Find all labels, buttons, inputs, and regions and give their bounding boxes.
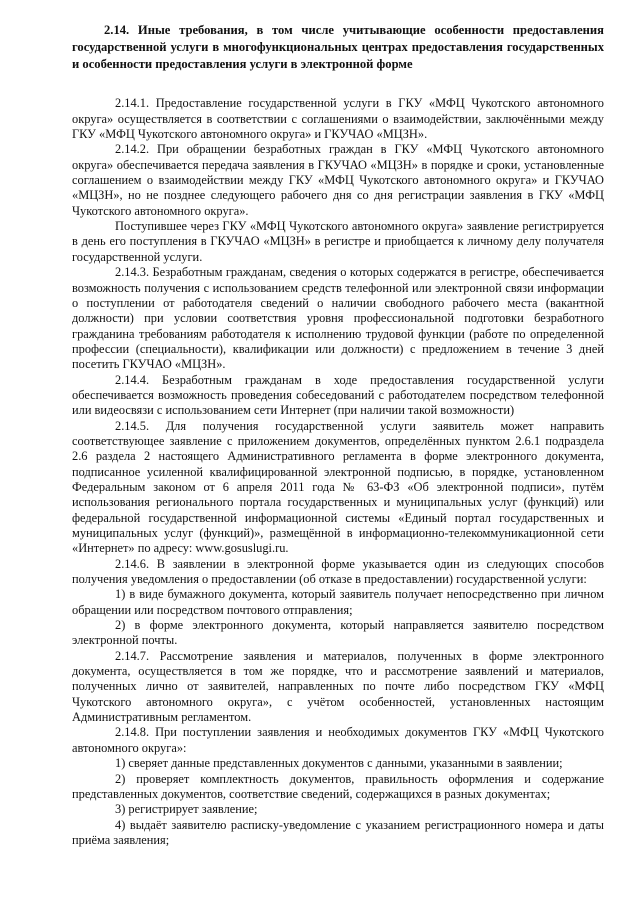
- list-item-register: 3) регистрирует заявление;: [115, 802, 258, 817]
- paragraph-2-14-1: 2.14.1. Предоставление государственной услуги в ГКУ «МФЦ Чукотского автономного округа» осуществляется в соответствии с соглашениями о взаимодействии, заключёнными между ГКУ «МФЦ Чукотского автономного округа» и ГКУЧАО «МЦЗН».: [72, 96, 604, 142]
- list-item-check-completeness: 2) проверяет комплектность документов, правильность оформления и содержание представленных документов, соответствие сведений, содержащихся в разных документах;: [72, 771, 604, 801]
- document-page: [72, 22, 604, 848]
- list-item-issue-receipt: 4) выдаёт заявителю расписку-уведомление с указанием регистрационного номера и даты приёма заявления;: [72, 817, 604, 847]
- paragraph-2-14-2: 2.14.2. При обращении безработных граждан в ГКУ «МФЦ Чукотского автономного округа» обеспечивается передача заявления в ГКУЧАО «МЦЗН» в порядке и сроки, установленные соглашением о взаимодействии между ГКУ «МФЦ Чукотского автономного округа» и ГКУЧАО «МЦЗН», но не позднее следующего рабочего дня со дня регистрации заявления в ГКУ «МФЦ Чукотского автономного округа».: [72, 142, 604, 218]
- list-item-paper-document: 1) в виде бумажного документа, который заявитель получает непосредственно при личном обращении или посредством почтового отправления;: [72, 587, 604, 617]
- section-heading: 2.14. Иные требования, в том числе учитывающие особенности предоставления государственной услуги в многофункциональных центрах предоставления государственных и особенности предоставления услуги в электронной форме: [72, 23, 604, 71]
- paragraph-registration: Поступившее через ГКУ «МФЦ Чукотского автономного округа» заявление регистрируется в день его поступления в ГКУЧАО «МЦЗН» в регистре и приобщается к личному делу получателя государственной услуги.: [72, 219, 604, 264]
- paragraph-2-14-8: 2.14.8. При поступлении заявления и необходимых документов ГКУ «МФЦ Чукотского автономного округа»:: [72, 725, 604, 755]
- list-item-electronic-document: 2) в форме электронного документа, который направляется заявителю посредством электронной почты.: [72, 618, 604, 648]
- paragraph-2-14-7: 2.14.7. Рассмотрение заявления и материалов, полученных в форме электронного документа, осуществляется в том же порядке, что и рассмотрение заявлений и материалов, полученных лично от заявителей, направленных по почте либо посредством ГКУ «МФЦ Чукотского автономного округа», с учётом особенностей, установленных настоящим Административным регламентом.: [72, 648, 604, 725]
- paragraph-2-14-4: 2.14.4. Безработным гражданам в ходе предоставления государственной услуги обеспечивается возможность проведения собеседований с работодателем посредством телефонной или видеосвязи с использованием сети Интернет (при наличии такой возможности): [72, 372, 604, 418]
- paragraph-2-14-5: 2.14.5. Для получения государственной услуги заявитель может направить соответствующее заявление с приложением документов, определённых пунктом 2.6.1 подраздела 2.6 раздела 2 настоящего Административного регламента в форме электронного документа, подписанное усиленной квалифицированной электронной подписью, в порядке, установленном Федеральным законом от 6 апреля 2011 года № 63-ФЗ «Об электронной подписи», путём использования регионального портала государственных и муниципальных услуг (функций) или федеральной государственной информационной системы «Единый портал государственных и муниципальных услуг (функций)», размещённой в информационно-телекоммуникационной сети «Интернет» по адресу: www.gosuslugi.ru.: [72, 418, 604, 556]
- list-item-verify-data: 1) сверяет данные представленных документов с данными, указанными в заявлении;: [115, 756, 563, 771]
- paragraph-2-14-3: 2.14.3. Безработным гражданам, сведения о которых содержатся в регистре, обеспечивается возможность получения с использованием средств телефонной или электронной связи информации о поступлении от работодателя сведений о наличии свободного рабочего места (вакантной должности) при условии соответствия уровня профессиональной подготовки безработного гражданина требованиям работодателя к исполнению трудовой функции (работе по определенной профессии (специальности), квалификации или должности) с предложением в течение 3 дней посетить ГКУЧАО «МЦЗН».: [72, 265, 604, 372]
- paragraph-2-14-6: 2.14.6. В заявлении в электронной форме указывается один из следующих способов получения уведомления о предоставлении (об отказе в предоставлении) государственной услуги:: [72, 556, 604, 587]
